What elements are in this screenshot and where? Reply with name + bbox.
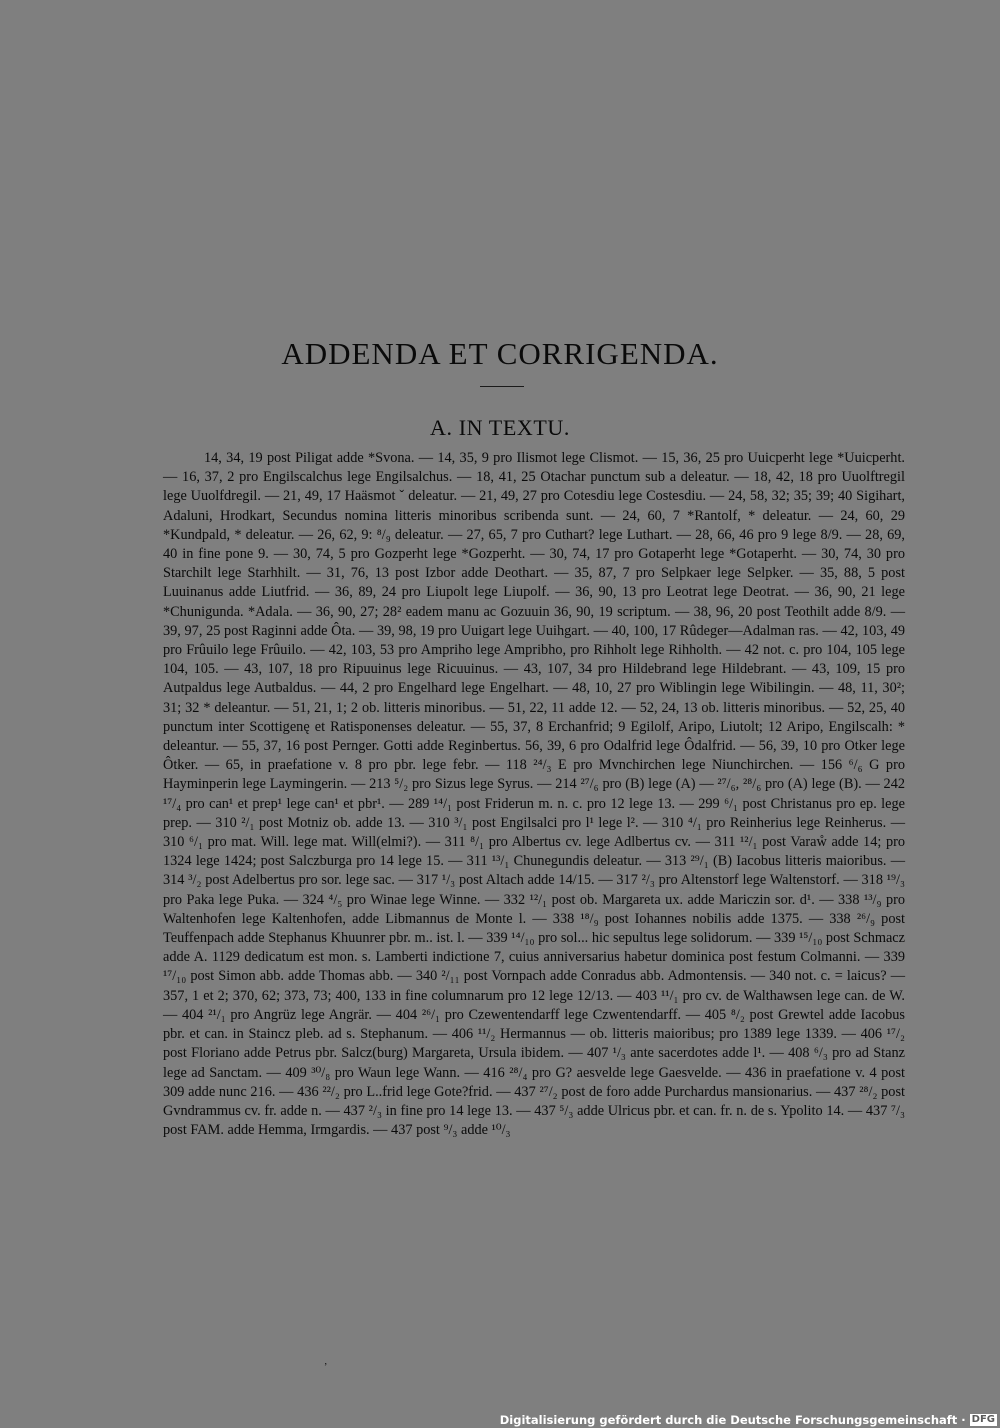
page-title: ADDENDA ET CORRIGENDA. [281,336,719,371]
title-divider [480,386,524,387]
dfg-logo-icon: DFG [971,1413,995,1425]
digitization-footer [500,1411,1000,1428]
footer-text: Digitalisierung gefördert durch die Deutsche Forschungsgemeinschaft · [499,1412,966,1427]
corrigenda-text: 14, 34, 19 post Piligat adde *Svona. — 14, 35, 9 pro Ilismot lege Clismot. — 15, 36, 25 pro Uuicperht lege *Uuicperht. — 16, 37, 2 pro Engilscalchus lege Engilsalchus. — 18, 41, 25 Otachar punctum sub a deleatur. — 18, 42, 18 pro Uuolftregil lege Uuolfdregil. — 21, 49, 17 Haäsmot ˇ deleatur. — 21, 49, 27 pro Cotesdiu lege Costesdiu. — 24, 58, 32; 35; 39; 40 Sigihart, Adaluni, Hrodkart, Secundus nomina litteris minoribus scribenda sunt. — 24, 60, 7 *Rantolf, * deleatur. — 24, 60, 29 *Kundpald, * deleatur. — 26, 62, 9: ⁸/₉ deleatur. — 27, 65, 7 pro Cuthart? lege Luthart. — 28, 66, 46 pro 9 lege 8/9. — 28, 69, 40 in fine pone 9. — 30, 74, 5 pro Gozperht lege *Gozperht. — 30, 74, 17 pro Gotaperht lege *Gotaperht. — 30, 74, 30 pro Starchilt lege Starhhilt. — 31, 76, 13 post Izbor adde Deothart. — 35, 87, 7 pro Selpkaer lege Selpker. — 35, 88, 5 post Luuinanus adde Liutfrid. — 36, 89, 24 pro Liupolt lege Liupolf. — 36, 90, 13 pro Leotrat lege Deotrat. — 36, 90, 21 lege *Chunigunda. *Adala. — 36, 90, 27; 28² eadem manu ac Gozuuin 36, 90, 19 scriptum. — 38, 96, 20 post Teothilt adde 8/9. — 39, 97, 25 post Raginni adde Ôta. — 39, 98, 19 pro Uuigart lege Uuihgart. — 40, 100, 17 Rûdeger—Adalman ras. — 42, 103, 49 pro Frûuilo lege Frûuilo. — 42, 103, 53 pro Ampriho lege Ampribho, pro Rihholt lege Rihholth. — 42 not. c. pro 104, 105 lege 104, 105. — 43, 107, 18 pro Ripuuinus lege Ricuuinus. — 43, 107, 34 pro Hildebrand lege Hildebrant. — 43, 109, 15 pro Autpaldus lege Autbaldus. — 44, 2 pro Engelhard lege Engelhart. — 48, 10, 27 pro Wiblingin lege Wibilingin. — 48, 11, 30²; 31; 32 * deleantur. — 51, 21, 1; 2 ob. litteris minoribus. — 51, 22, 11 adde 12. — 52, 24, 13 ob. litteris minoribus. — 52, 25, 40 punctum inter Scottigenę et Ratisponenses deleatur. — 55, 37, 8 Erchanfrid; 9 Egilolf, Aripo, Liutolt; 12 Aripo, Engilscalh: * deleantur. — 55, 37, 16 post Pernger. Gotti adde Reginbertus. 56, 39, 6 pro Odalfrid lege Ôdalfrid. — 56, 39, 10 pro Otker lege Ôtker. — 65, in praefatione v. 8 pro pbr. lege febr. — 118 ²⁴/₃ E pro Mvnchirchen lege Niunchirchen. — 156 ⁶/₆ G pro Hayminperin lege Laymingerin. — 213 ⁵/₂ pro Sizus lege Syrus. — 214 ²⁷/₆ pro (B) lege (A) — ²⁷/₆, ²⁸/₆ pro (A) lege (B). — 242 ¹⁷/₄ pro can¹ et prep¹ lege can¹ et pbr¹. — 289 ¹⁴/₁ post Friderun m. n. c. pro 12 lege 13. — 299 ⁶/₁ post Christanus pro ep. lege prep. — 310 ²/₁ post Motniz ob. adde 13. — 310 ³/₁ post Engilsalci pro l¹ lege l². — 310 ⁴/₁ pro Reinherius lege Reinherus. — 310 ⁶/₁ pro mat. Will. lege mat. Will(elmi?). — 311 ⁸/₁ pro Albertus cv. lege Adlbertus cv. — 311 ¹²/₁ post Varaẘ adde 14; pro 1324 lege 1424; post Salczburga pro 14 lege 15. — 311 ¹³/₁ Chunegundis deleatur. — 313 ²⁹/₁ (B) Iacobus litteris maioribus. — 314 ³/₂ post Adelbertus pro sor. lege sac. — 317 ¹/₃ post Altach adde 14/15. — 317 ²/₃ pro Altenstorf lege Waltenstorf. — 318 ¹⁹/₃ pro Paka lege Puka. — 324 ⁴/₅ pro Winae lege Winne. — 332 ¹²/₁ post ob. Margareta ux. adde Mariczin sor. d¹. — 338 ¹³/₉ pro Waltenhofen lege Kaltenhofen, adde Libmannus de Monte l. — 338 ¹⁸/₉ post Iohannes nobilis adde 1375. — 338 ²⁶/₉ post Teuffenpach adde Stephanus Khuunrer pbr. m.. ist. l. — 339 ¹⁴/₁₀ pro sol... hic sepultus lege solidorum. — 339 ¹⁵/₁₀ post Schmacz adde A. 1129 dedicatum est mon. s. Lamberti indictione 7, cuius anniversarius habetur dominica post festum Colmanni. — 339 ¹⁷/₁₀ post Simon abb. adde Thomas abb. — 340 ²/₁₁ post Vornpach adde Conradus abb. Admontensis. — 340 not. c. = laicus? — 357, 1 et 2; 370, 62; 373, 73; 400, 133 in fine columnarum pro 12 lege 12/13. — 403 ¹¹/₁ pro cv. de Walthawsen lege can. de W. — 404 ²¹/₁ pro Angrüz lege Angrär. — 404 ²⁶/₁ pro Czewentendarff lege Czwentendarff. — 405 ⁸/₂ post Grewtel adde Iacobus pbr. et can. in Staincz pleb. ad s. Stephanum. — 406 ¹¹/₂ Hermannus — ob. litteris maioribus; pro 1389 lege 1339. — 406 ¹⁷/₂ post Floriano adde Petrus pbr. Salcz(burg) Margareta, Ursula ibidem. — 407 ¹/₃ ante sacerdotes adde l¹. — 408 ⁶/₃ pro ad Stanz lege ad Sanctam. — 409 ³⁰/₈ pro Waun lege Wann. — 416 ²⁸/₄ pro G? aesvelde lege Gaesvelde. — 436 in praefatione v. 4 post 309 adde nunc 216. — 436 ²²/₂ pro L..frid lege Gote?frid. — 437 ²⁷/₂ post de foro adde Purchardus mansionarius. — 437 ²⁸/₂ post Gvndrammus cv. fr. adde n. — 437 ²/₃ in fine pro 14 lege 13. — 437 ⁵/₃ adde Ulricus pbr. et can. fr. n. de s. Ypolito 14. — 437 ⁷/₃ post FAM. adde Hemma, Irmgardis. — 437 post ⁹/₃ adde ¹⁰/₃ [163,450,905,1139]
section-heading: A. IN TEXTU. [430,415,570,440]
stray-mark: ʼ [324,1362,328,1373]
